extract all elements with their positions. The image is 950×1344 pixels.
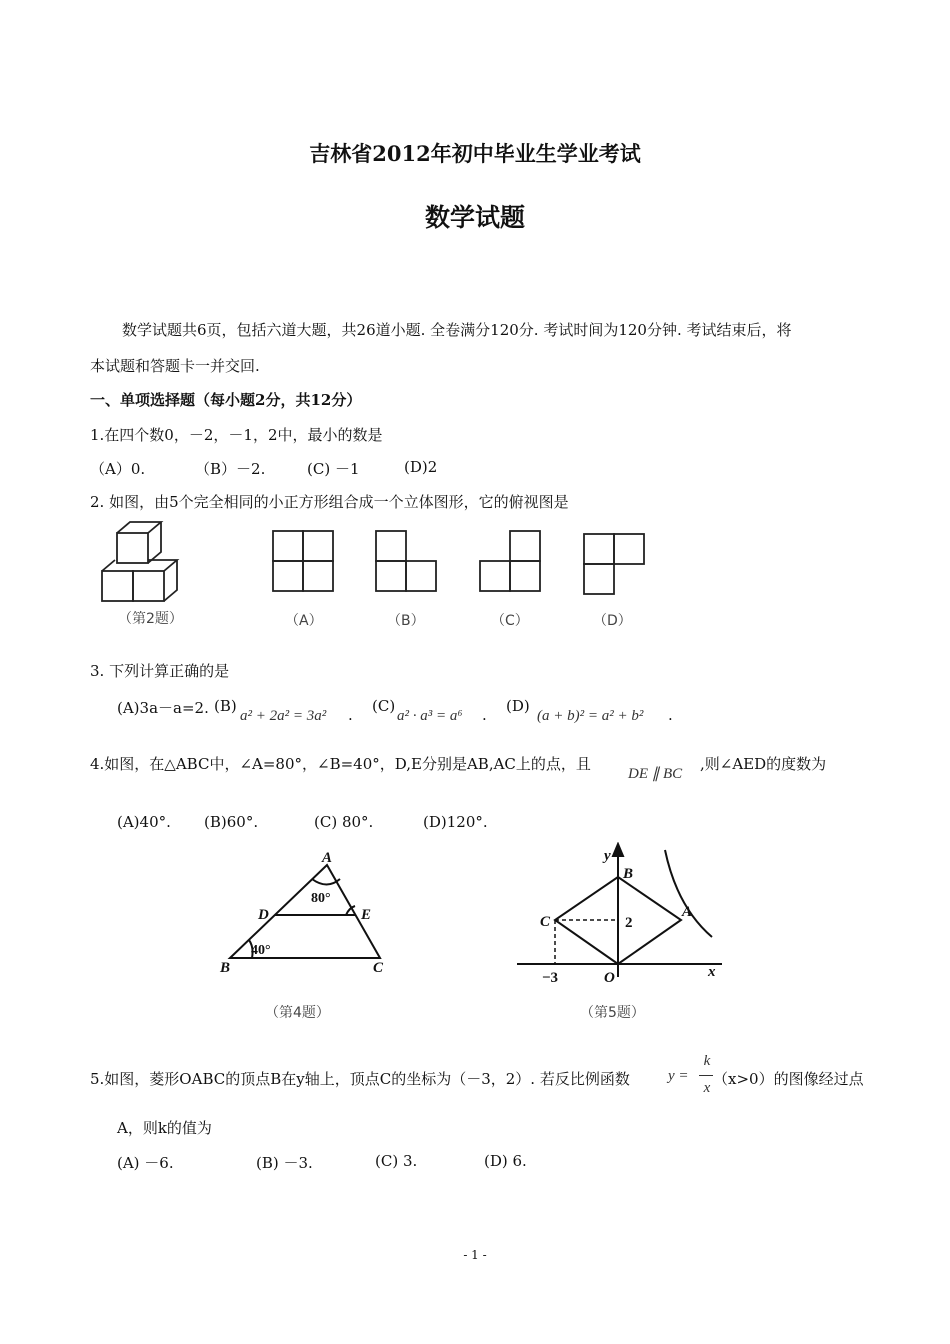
q1-option-a: （A）0. <box>90 460 146 478</box>
label-neg3: −3 <box>542 970 559 986</box>
exam-title: 吉林省2012年初中毕业生学业考试 <box>309 141 641 166</box>
label-e: E <box>361 907 372 923</box>
q3-expr-b: a² + 2a² = 3a² <box>240 708 327 724</box>
q3-expr-d: (a + b)² = a² + b² <box>537 708 644 724</box>
q1-option-c: (C) －1 <box>307 460 360 478</box>
label-2: 2 <box>625 915 633 931</box>
q5-stem: 5.如图，菱形OABC的顶点B在y轴上，顶点C的坐标为（－3，2）. 若反比例函数 <box>90 1070 630 1088</box>
q5-fraction-bar <box>699 1075 713 1076</box>
q5-option-c: (C) 3. <box>375 1152 418 1170</box>
q3-label-b: (B) <box>214 697 237 715</box>
label-c: C <box>373 960 384 976</box>
q2-option-a-figure <box>273 531 333 591</box>
q3-dot-d: . <box>668 706 673 724</box>
q3-label-d: (D) <box>506 697 530 715</box>
q4-stem-post: ,则∠AED的度数为 <box>700 755 827 773</box>
q3-dot-c: . <box>482 706 487 724</box>
q5-option-a: (A) －6. <box>117 1154 174 1172</box>
label-b: B <box>220 960 231 976</box>
q2-option-d-figure <box>584 534 644 594</box>
q4-triangle-figure <box>215 848 405 983</box>
q5-stem-post: （x>0）的图像经过点 <box>713 1070 864 1088</box>
q5-func-numerator: k <box>703 1053 711 1069</box>
label-y: y <box>604 848 611 864</box>
q3-dot-b: . <box>348 706 353 724</box>
q4-option-c: (C) 80°. <box>314 813 374 831</box>
label-d: D <box>258 907 269 923</box>
q5-rhombus-figure <box>512 842 732 987</box>
q3-stem: 3. 下列计算正确的是 <box>90 662 230 680</box>
q2-caption-b: （B） <box>387 613 425 629</box>
q4-option-a: (A)40°. <box>117 813 171 831</box>
section-heading: 一、单项选择题（每小题2分，共12分） <box>90 391 362 409</box>
hyperbola-curve <box>665 850 712 937</box>
intro-line-1: 数学试题共6页，包括六道大题，共26道小题. 全卷满分120分. 考试时间为120分钟. 考试结束后，将 <box>122 321 792 339</box>
q2-caption-d: （D） <box>593 613 632 629</box>
q4-option-b: (B)60°. <box>204 813 259 831</box>
q5-caption: （第5题） <box>580 1005 645 1021</box>
q5-func-denominator: x <box>703 1080 711 1096</box>
q4-stem-expr: DE ∥ BC <box>628 766 683 782</box>
label-x: x <box>708 964 716 980</box>
subject-title: 数学试题 <box>424 203 525 232</box>
page-number: - 1 - <box>463 1248 487 1262</box>
q3-expr-c: a² · a³ = a⁶ <box>397 708 463 724</box>
label-a: A <box>322 850 333 866</box>
q4-caption: （第4题） <box>265 1005 330 1021</box>
q5-option-d: (D) 6. <box>484 1152 527 1170</box>
q1-option-b: （B）－2. <box>195 460 266 478</box>
q2-caption-a: （A） <box>285 613 323 629</box>
label-o: O <box>604 970 615 986</box>
label-a: A <box>682 904 693 920</box>
q5-func-y: y = <box>668 1068 689 1084</box>
q4-option-d: (D)120°. <box>423 813 488 831</box>
q2-option-c-figure <box>480 531 540 591</box>
q4-stem: 4.如图，在△ABC中，∠A=80°，∠B=40°，D,E分别是AB,AC上的点，且 <box>90 755 591 773</box>
q2-stem: 2. 如图，由5个完全相同的小正方形组合成一个立体图形，它的俯视图是 <box>90 493 569 511</box>
angle-b-label: 40° <box>251 943 271 958</box>
q1-option-d: (D)2 <box>404 458 438 476</box>
q2-option-b-figure <box>376 531 436 591</box>
label-c: C <box>540 914 551 930</box>
y-axis-arrow <box>613 844 623 856</box>
q5-option-b: (B) －3. <box>256 1154 313 1172</box>
q5-stem-line2: A，则k的值为 <box>117 1119 212 1137</box>
label-b: B <box>623 866 634 882</box>
q2-solid-figure <box>102 522 177 601</box>
q2-caption-c: （C） <box>491 613 529 629</box>
angle-a-label: 80° <box>311 891 331 906</box>
q3-label-c: (C) <box>372 697 396 715</box>
q3-option-a: (A)3a－a=2. <box>117 699 209 717</box>
intro-line-2: 本试题和答题卡一并交回. <box>90 357 260 375</box>
q2-caption-figure: （第2题） <box>118 611 183 627</box>
q1-stem: 1.在四个数0，－2，－1，2中，最小的数是 <box>90 426 383 444</box>
